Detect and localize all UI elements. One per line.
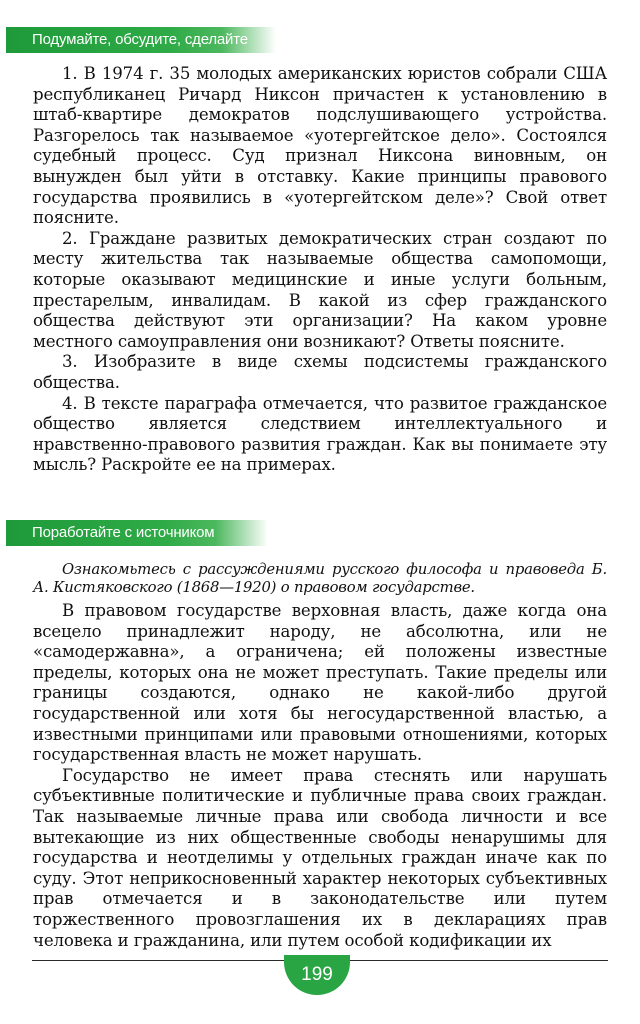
source-intro: Ознакомьтесь с рассуждениями русского философа и правоведа Б. А. Кистяковского (1868—1920) о правовом государстве. [33, 561, 607, 596]
section-header-source: Поработайте с источником [6, 520, 268, 546]
source-block [33, 561, 607, 951]
tasks-block [33, 64, 607, 476]
task-paragraph-3: 3. Изобразите в виде схемы подсистемы гражданского общества. [33, 352, 607, 392]
page-number: 199 [284, 955, 350, 995]
source-paragraph-1: В правовом государстве верховная власть, даже когда она всецело принадлежит народу, не абсолютна, или не «самодержавна», а ограничена; ей положены известные пределы, которых она не может преступать. Такие пределы или границы создаются, однако не какой-либо другой государственной или хотя бы негосударственной властью, а известными принципами или правовыми отношениями, которых государственная власть не может нарушать. [33, 601, 607, 765]
task-paragraph-4: 4. В тексте параграфа отмечается, что развитое гражданское общество является следствием интеллектуального и нравственно-правового развития граждан. Как вы понимаете эту мысль? Раскройте ее на примерах. [33, 393, 607, 475]
section-header-tasks: Подумайте, обсудите, сделайте [6, 27, 276, 53]
task-paragraph-2: 2. Граждане развитых демократических стран создают по месту жительства так называемые общества самопомощи, которые оказывают медицинские и иные услуги больным, престарелым, инвалидам. В какой из сфер гражданского общества действуют эти организации? На каком уровне местного самоуправления они возникают? Ответы поясните. [33, 228, 607, 351]
source-paragraph-2: Государство не имеет права стеснять или нарушать субъективные политические и публичные права своих граждан. Так называемые личные права или свобода личности и все вытекающие из них общественные свободы ненарушимы для государства и неотделимы у отдельных граждан иначе как по суду. Этот неприкосновенный характер некоторых субъективных прав отмечается и в законодательстве или путем торжественного провозглашения их в декларациях прав человека и гражданина, или путем особой кодификации их [33, 765, 607, 950]
task-paragraph-1: 1. В 1974 г. 35 молодых американских юристов собрали США республиканец Ричард Никсон причастен к установлению в штаб-квартире демократов подслушивающего устройства. Разгорелось так называемое «уотергейтское дело». Состоялся судебный процесс. Суд признал Никсона виновным, он вынужден был уйти в отставку. Какие принципы правового государства проявились в «уотергейтском деле»? Свой ответ поясните. [33, 64, 607, 228]
